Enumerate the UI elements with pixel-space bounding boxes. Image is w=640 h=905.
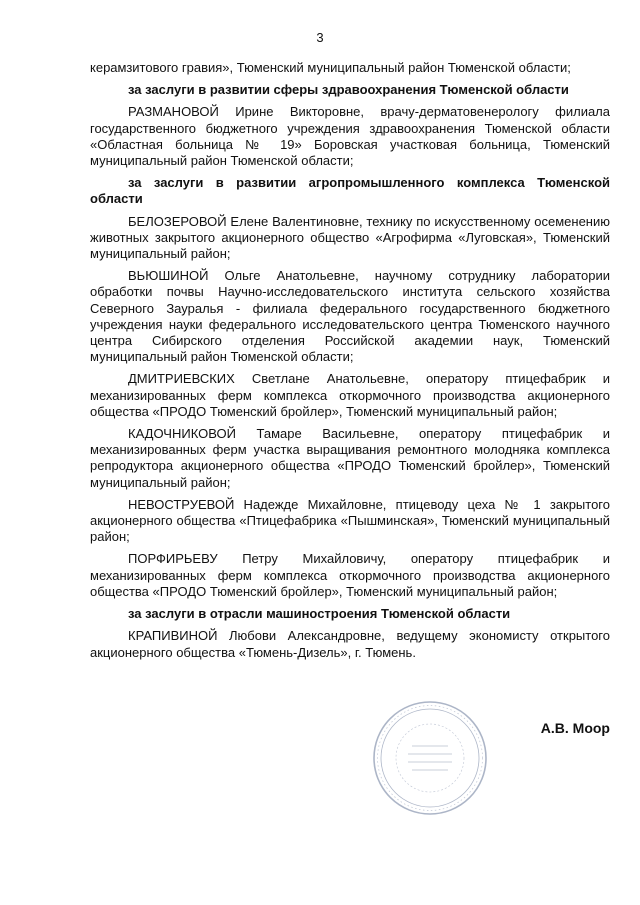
document-body: [90, 60, 610, 667]
paragraph: НЕВОСТРУЕВОЙ Надежде Михайловне, птицеводу цеха № 1 закрытого акционерного общества «Птицефабрика «Пышминская», Тюменский муниципальный район;: [90, 496, 610, 545]
paragraph: КРАПИВИНОЙ Любови Александровне, ведущему экономисту открытого акционерного общества «Тюмень-Дизель», г. Тюмень.: [90, 628, 610, 660]
paragraph: ДМИТРИЕВСКИХ Светлане Анатольевне, оператору птицефабрик и механизированных ферм комплекса откормочного производства акционерного общества «ПРОДО Тюменский бройлер», Тюменский муниципальный район;: [90, 371, 610, 419]
paragraph: БЕЛОЗЕРОВОЙ Елене Валентиновне, технику по искусственному осеменению животных закрытого акционерного общество «Агрофирма «Луговская», Тюменский муниципальный район;: [90, 213, 610, 262]
official-seal-icon: [370, 698, 490, 818]
section-heading: за заслуги в отрасли машиностроения Тюменской области: [128, 606, 511, 622]
paragraph: ВЬЮШИНОЙ Ольге Анатольевне, научному сотруднику лаборатории обработки почвы Научно-исследовательского института сельского хозяйства Северного Зауралья - филиала федерального государственного бюджетного учреждения науки федерального исследовательского центра Тюменского научного центра Сибирского отделения Российской академии наук, Тюменский муниципальный район Тюменской области;: [90, 268, 610, 365]
paragraph: керамзитового гравия», Тюменский муниципальный район Тюменской области;: [90, 60, 571, 75]
paragraph: КАДОЧНИКОВОЙ Тамаре Васильевне, оператору птицефабрик и механизированных ферм участка выращивания ремонтного молодняка комплекса репродуктора акционерного общества «ПРОДО Тюменский бройлер», Тюменский муниципальный район;: [90, 426, 610, 490]
paragraph: РАЗМАНОВОЙ Ирине Викторовне, врачу-дерматовенерологу филиала государственного бюджетного учреждения здравоохранения Тюменской области «Областная больница № 19» Боровская участковая больница, Тюменский муниципальный район Тюменской области;: [90, 104, 610, 169]
page-number: 3: [316, 30, 324, 45]
section-heading: за заслуги в развитии сферы здравоохранения Тюменской области: [128, 82, 569, 98]
section-heading: за заслуги в развитии агропромышленного комплекса Тюменской области: [90, 175, 610, 207]
paragraph: ПОРФИРЬЕВУ Петру Михайловичу, оператору птицефабрик и механизированных ферм комплекса откормочного производства акционерного общества «ПРОДО Тюменский бройлер», Тюменский муниципальный район;: [90, 551, 610, 599]
signature-name: А.В. Моор: [540, 720, 610, 736]
